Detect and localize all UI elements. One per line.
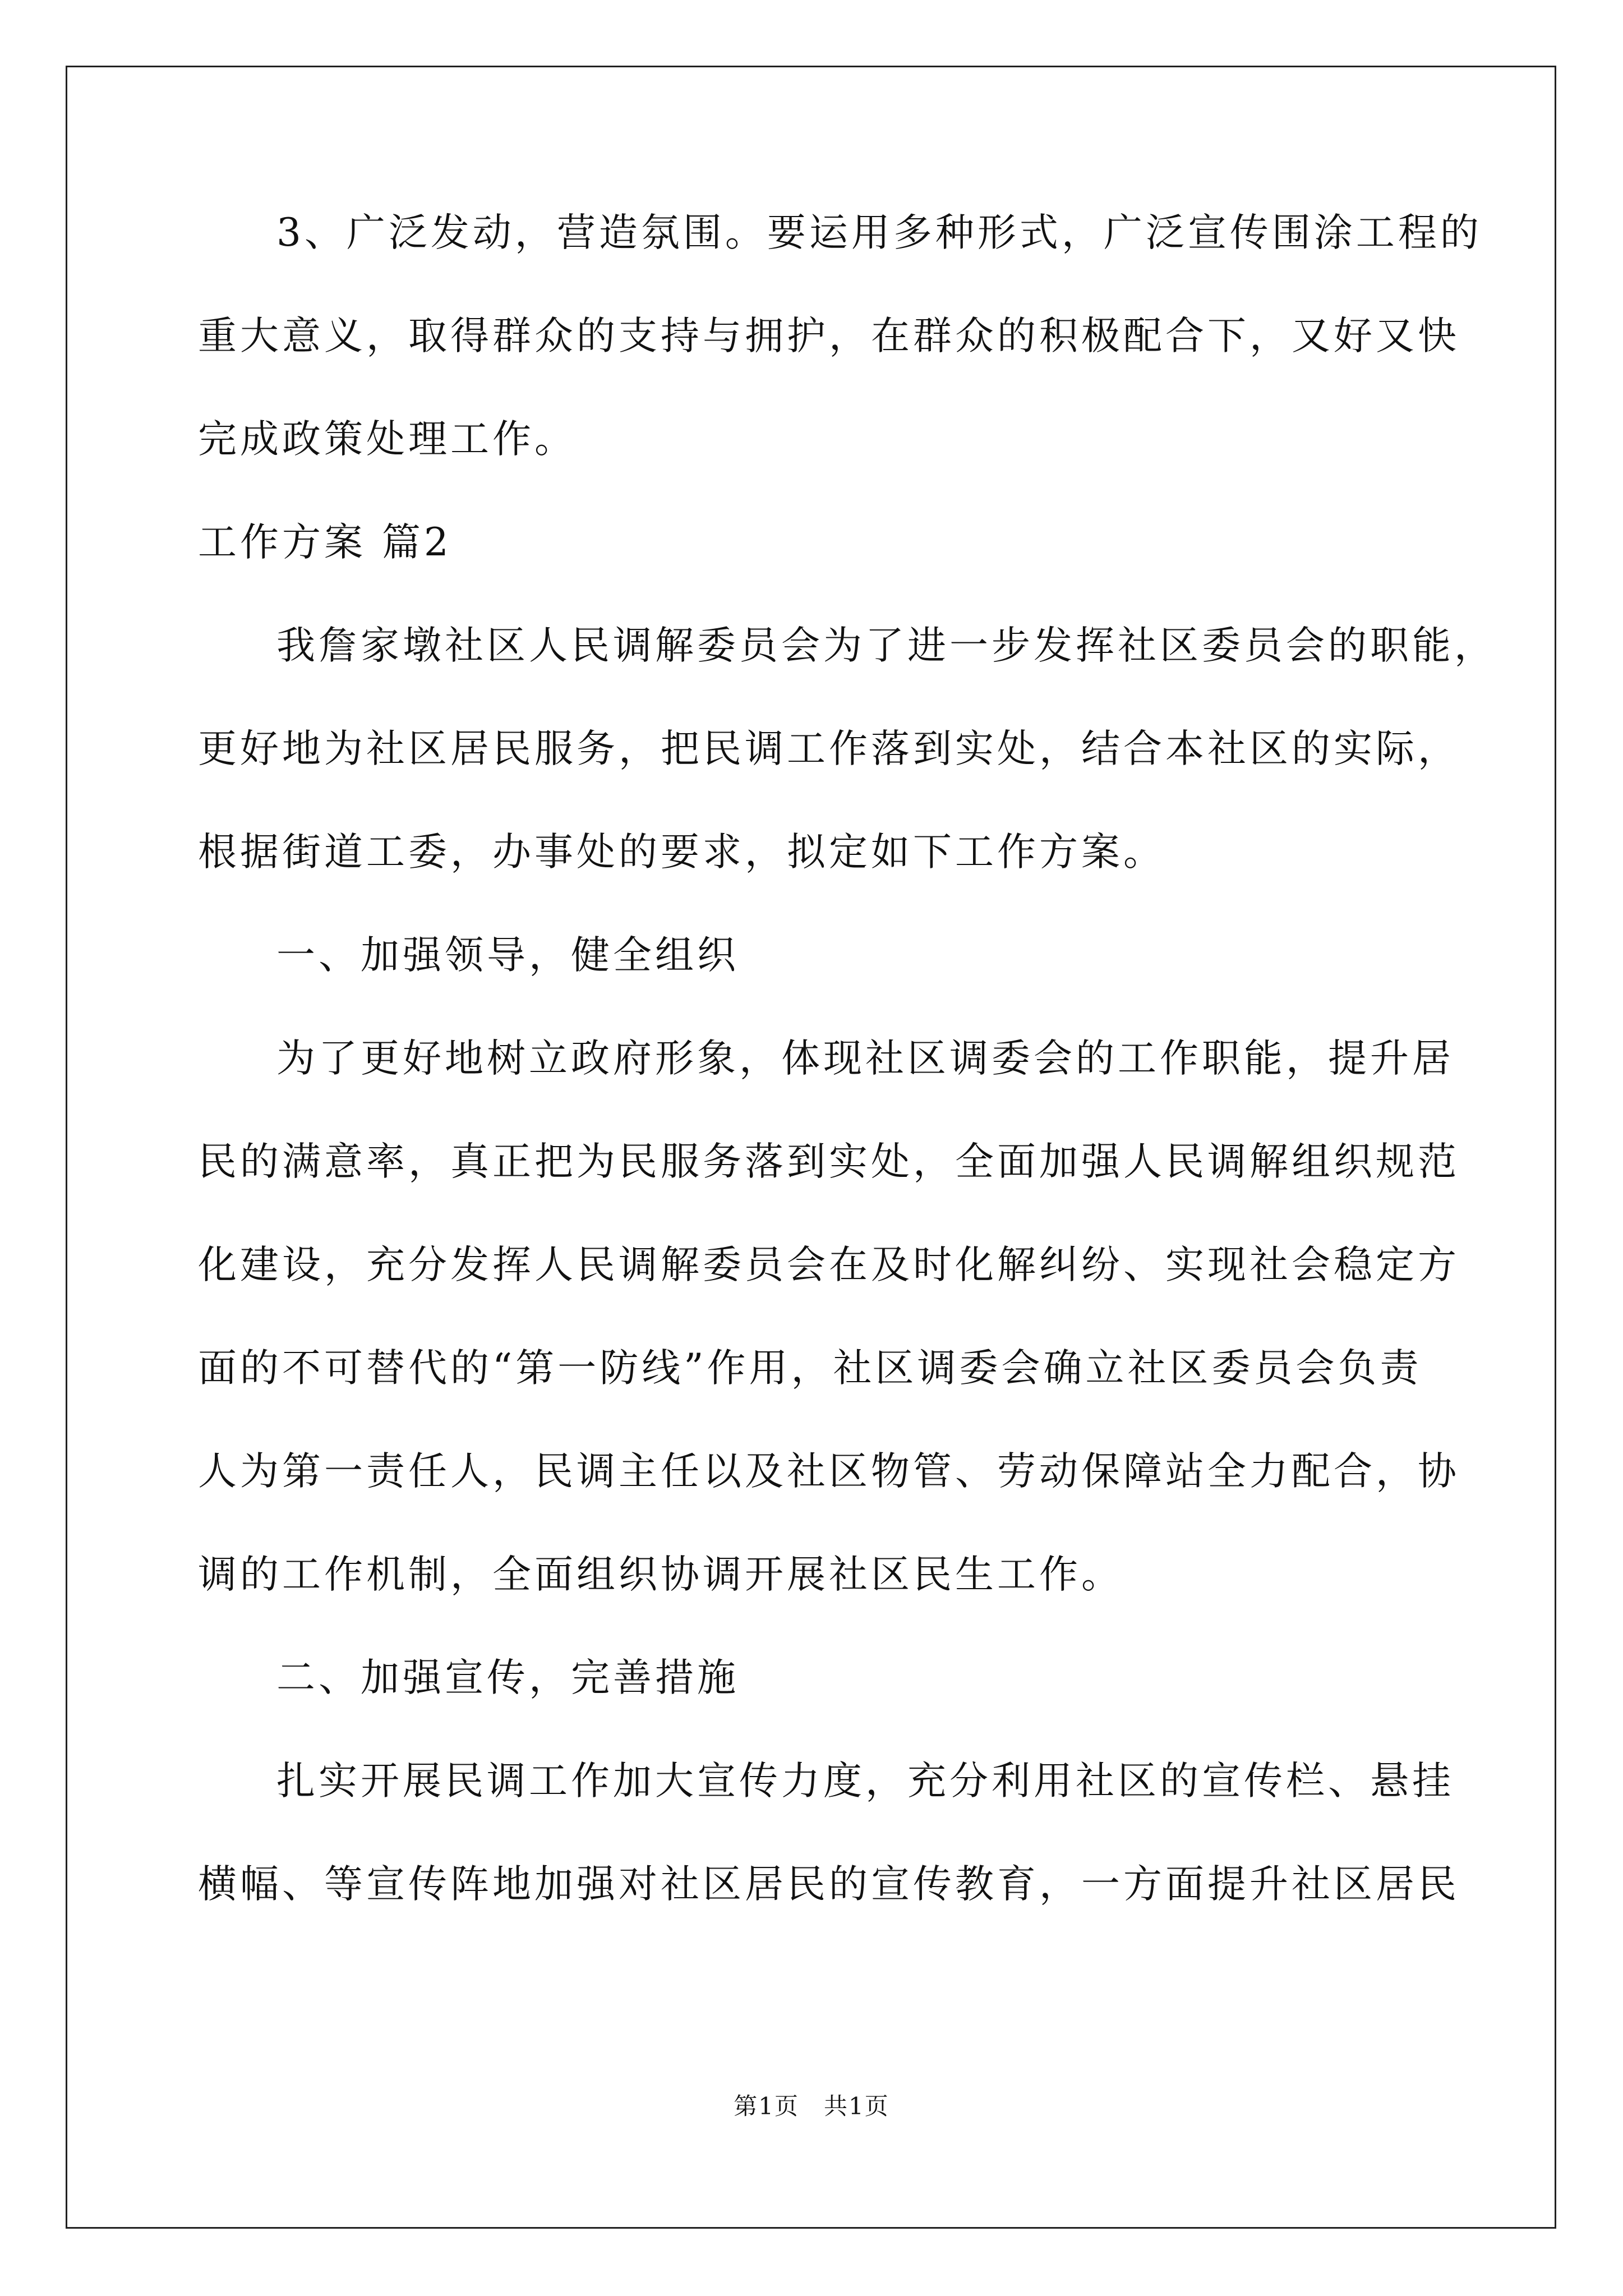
- paragraph-line: 化建设，充分发挥人民调解委员会在及时化解纠纷、实现社会稳定方: [198, 1243, 1460, 1287]
- paragraph-line: 重大意义，取得群众的支持与拥护，在群众的积极配合下，又好又快: [198, 314, 1460, 358]
- paragraph-line: 3、广泛发动，营造氛围。要运用多种形式，广泛宣传围涂工程的: [276, 210, 1482, 255]
- paragraph-line: 我詹家墩社区人民调解委员会为了进一步发挥社区委员会的职能，: [276, 623, 1496, 668]
- paragraph-line: 横幅、等宣传阵地加强对社区居民的宣传教育，一方面提升社区居民: [198, 1862, 1460, 1907]
- paragraph-line: 根据街道工委，办事处的要求，拟定如下工作方案。: [198, 830, 1165, 875]
- subsection-heading: 一、加强领导，健全组织: [276, 933, 739, 978]
- paragraph-line: 为了更好地树立政府形象，体现社区调委会的工作职能，提升居: [276, 1036, 1454, 1081]
- section-heading: 工作方案 篇2: [198, 520, 452, 565]
- paragraph-line: 扎实开展民调工作加大宣传力度，充分利用社区的宣传栏、悬挂: [276, 1759, 1454, 1803]
- paragraph-line: 完成政策处理工作。: [198, 417, 577, 462]
- paragraph-line: 民的满意率，真正把为民服务落到实处，全面加强人民调解组织规范: [198, 1139, 1460, 1184]
- paragraph-line: 人为第一责任人，民调主任以及社区物管、劳动保障站全力配合，协: [198, 1449, 1460, 1494]
- paragraph-line: 调的工作机制，全面组织协调开展社区民生工作。: [198, 1552, 1123, 1597]
- paragraph-line: 面的不可替代的“第一防线”作用，社区调委会确立社区委员会负责: [198, 1346, 1422, 1391]
- page-number-footer: 第1页 共1页: [734, 2092, 889, 2120]
- subsection-heading: 二、加强宣传，完善措施: [276, 1655, 739, 1700]
- paragraph-line: 更好地为社区居民服务，把民调工作落到实处，结合本社区的实际，: [198, 726, 1460, 771]
